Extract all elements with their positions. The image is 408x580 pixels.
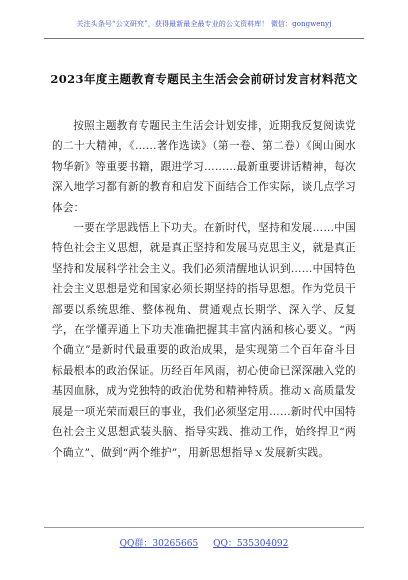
document-body [52, 116, 356, 463]
header-divider [44, 38, 364, 39]
paragraph-study-practice: 一要在学思践悟上下功夫。在新时代，坚持和发展……中国特色社会主义思想，就是真正坚持和发展马克思主义，就是真正坚持和发展科学社会主义。我们必须清醒地认识到……中国特色社会主义思想是党和国家必须长期坚持的指导思想。作为党员干部要以系统思维、整体视角、贯通观点长期学、深入学、反复学，在学懂弄通上下功夫准确把握其丰富内涵和核心要义。“两个确立”是新时代最重要的政治成果，是实现第二个百年奋斗目标最根本的政治保证。历经百年风雨，初心使命已深深融入党的基因血脉，成为党独特的政治优势和精神特质。推动ｘ高质量发展是一项光荣而艰巨的事业，我们必须坚定用……新时代中国特色社会主义思想武装头脑、指导实践、推动工作，始终捍卫“两个确立”、做到“两个维护”，用新思想指导ｘ发展新实践。 [52, 222, 356, 459]
header-promo-note: 关注头条号“公文研究”，获得最新最全最专业的公文资料库！ 微信：gongwenyj [76, 20, 332, 28]
footer-divider [44, 527, 364, 528]
qq-group-number: QQ群：30265665 [119, 539, 199, 549]
paragraph-intro: 按照主题教育专题民主生活会计划安排，近期我反复阅读党的二十大精神，《……著作选读》（第一卷、第二卷）《闽山闽水物华新》等重要书籍，跟进学习………最新重要讲话精神，每次深入地学习都有新的教育和启发下面结合工作实际，谈几点学习体会： [52, 120, 356, 214]
qq-number: QQ：535304092 [213, 539, 289, 549]
document-title: 2023年度主题教育专题民主生活会会前研讨发言材料范文 [50, 72, 358, 86]
footer-contacts [0, 536, 408, 549]
